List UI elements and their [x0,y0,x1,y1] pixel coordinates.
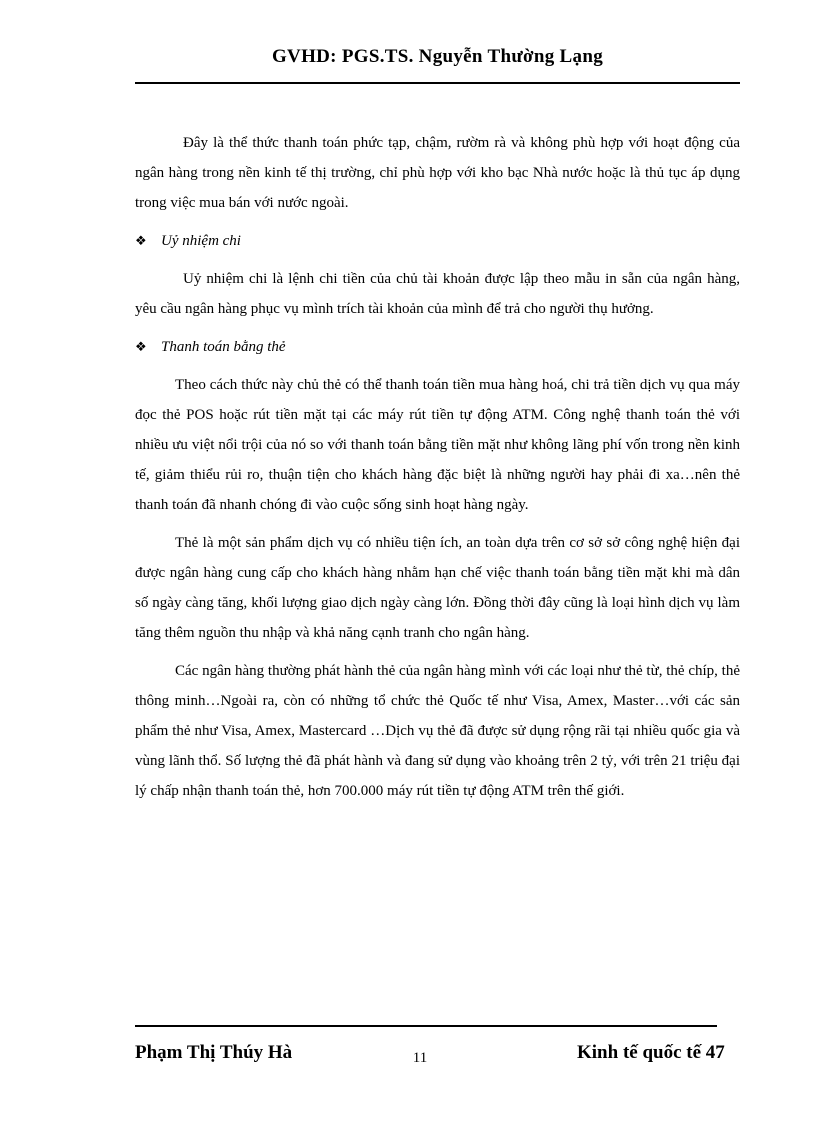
bullet-heading-text: Uỷ nhiệm chi [161,233,241,249]
bullet-heading-uy-nhiem-chi [135,226,740,256]
paragraph-4: Thẻ là một sản phẩm dịch vụ có nhiều tiện ích, an toàn dựa trên cơ sở sở công nghệ hiện đại được ngân hàng cung cấp cho khách hàng nhằm hạn chế việc thanh toán bằng tiền mặt khi mà dân số ngày càng tăng, khối lượng giao dịch ngày càng lớn. Đồng thời đây cũng là loại hình dịch vụ làm tăng thêm nguồn thu nhập và khả năng cạnh tranh cho ngân hàng. [135,535,740,641]
footer-class-name: Kinh tế quốc tế 47 [577,1042,725,1063]
document-body [135,128,740,814]
paragraph-2: Uỷ nhiệm chi là lệnh chi tiền của chủ tài khoản được lập theo mẫu in sẵn của ngân hàng, yêu cầu ngân hàng phục vụ mình trích tài khoản của mình để trả cho người thụ hưởng. [135,271,740,317]
header-divider [135,82,740,84]
page-number: 11 [412,1050,428,1066]
bullet-heading-thanh-toan-the [135,332,740,362]
page-header-title: GVHD: PGS.TS. Nguyễn Thường Lạng [271,46,604,67]
footer-divider [135,1025,717,1027]
paragraph-1: Đây là thể thức thanh toán phức tạp, chậm, rườm rà và không phù hợp với hoạt động của ngân hàng trong nền kinh tế thị trường, chỉ phù hợp với kho bạc Nhà nước hoặc là thủ tục áp dụng trong việc mua bán với nước ngoài. [135,135,740,211]
diamond-bullet-icon: ❖ [135,339,147,354]
paragraph-3: Theo cách thức này chủ thẻ có thể thanh toán tiền mua hàng hoá, chi trả tiền dịch vụ qua máy đọc thẻ POS hoặc rút tiền mặt tại các máy rút tiền tự động ATM. Công nghệ thanh toán thẻ với nhiều ưu việt nổi trội của nó so với thanh toán bằng tiền mặt như không lãng phí vốn trong nền kinh tế, giảm thiểu rủi ro, thuận tiện cho khách hàng đặc biệt là những người hay phải đi xa…nên thẻ thanh toán đã nhanh chóng đi vào cuộc sống sinh hoạt hàng ngày. [135,377,740,513]
bullet-heading-text: Thanh toán bằng thẻ [161,339,286,355]
diamond-bullet-icon: ❖ [135,233,147,248]
footer-author: Phạm Thị Thúy Hà [135,1042,293,1063]
paragraph-5: Các ngân hàng thường phát hành thẻ của ngân hàng mình với các loại như thẻ từ, thẻ chíp, thẻ thông minh…Ngoài ra, còn có những tổ chức thẻ Quốc tế như Visa, Amex, Master…với các sản phẩm thẻ như Visa, Amex, Mastercard …Dịch vụ thẻ đã được sử dụng rộng rãi tại nhiều quốc gia và vùng lãnh thổ. Số lượng thẻ đã phát hành và đang sử dụng vào khoảng trên 2 tỷ, với trên 21 triệu đại lý chấp nhận thanh toán thẻ, hơn 700.000 máy rút tiền tự động ATM trên thế giới. [135,663,740,799]
